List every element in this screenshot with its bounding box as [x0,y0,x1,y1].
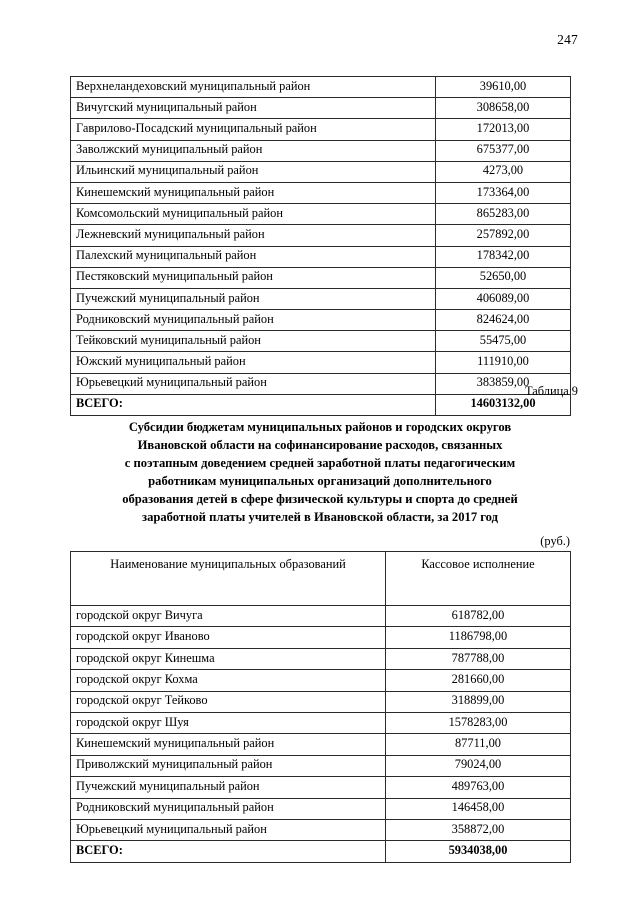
table-row [71,288,571,309]
table-row [71,373,571,394]
cell-municipality-name: городской округ Кинешма [71,648,386,669]
cell-municipality-name: городской округ Вичуга [71,606,386,627]
cell-amount: 281660,00 [386,670,571,691]
section-title-line: заработной платы учителей в Ивановской области, за 2017 год [142,510,498,524]
table-row [71,182,571,203]
cell-municipality-name: Кинешемский муниципальный район [71,182,436,203]
table-row [71,267,571,288]
cell-amount: 257892,00 [436,225,571,246]
cell-municipality-name: городской округ Иваново [71,627,386,648]
cell-municipality-name: Южский муниципальный район [71,352,436,373]
table-education-sport-subsidies [70,551,571,863]
table-row [71,161,571,182]
cell-amount: 39610,00 [436,77,571,98]
cell-amount: 4273,00 [436,161,571,182]
table-row [71,310,571,331]
cell-municipality-name: Юрьевецкий муниципальный район [71,373,436,394]
table-row [71,98,571,119]
cell-amount: 79024,00 [386,755,571,776]
cell-municipality-name: Комсомольский муниципальный район [71,204,436,225]
cell-municipality-name: Заволжский муниципальный район [71,140,436,161]
table-municipal-districts-subsidies [70,76,571,416]
table-row [71,734,571,755]
table-row [71,119,571,140]
column-header-value: Кассовое исполнение [386,552,571,606]
units-label: (руб.) [540,534,570,548]
table-row [71,352,571,373]
cell-amount: 173364,00 [436,182,571,203]
table-row [71,798,571,819]
cell-amount: 5934038,00 [386,841,571,862]
table-row [71,225,571,246]
cell-municipality-name: городской округ Кохма [71,670,386,691]
cell-amount: 178342,00 [436,246,571,267]
table-row [71,670,571,691]
cell-amount: 489763,00 [386,777,571,798]
cell-municipality-name: Палехский муниципальный район [71,246,436,267]
section-title-line: образования детей в сфере физической культуры и спорта до средней [122,492,518,506]
section-title-line: работникам муниципальных организаций дополнительного [148,474,492,488]
cell-municipality-name: Юрьевецкий муниципальный район [71,819,386,840]
cell-municipality-name: Вичугский муниципальный район [71,98,436,119]
cell-municipality-name: Ильинский муниципальный район [71,161,436,182]
table-row [71,755,571,776]
table-row [71,777,571,798]
cell-amount: 618782,00 [386,606,571,627]
cell-amount: 308658,00 [436,98,571,119]
table-row [71,712,571,733]
cell-municipality-name: ВСЕГО: [71,394,436,415]
cell-amount: 14603132,00 [436,394,571,415]
table-one-body [71,77,571,416]
cell-municipality-name: Гаврилово-Посадский муниципальный район [71,119,436,140]
cell-municipality-name: Пестяковский муниципальный район [71,267,436,288]
cell-municipality-name: Пучежский муниципальный район [71,288,436,309]
cell-amount: 146458,00 [386,798,571,819]
table-row [71,246,571,267]
cell-municipality-name: Лежневский муниципальный район [71,225,436,246]
cell-municipality-name: Тейковский муниципальный район [71,331,436,352]
cell-municipality-name: городской округ Тейково [71,691,386,712]
cell-municipality-name: Кинешемский муниципальный район [71,734,386,755]
column-header-name: Наименование муниципальных образований [71,552,386,606]
table-header-row [71,552,571,606]
section-title-line: с поэтапным доведением средней заработной платы педагогическим [124,456,516,470]
cell-municipality-name: Родниковский муниципальный район [71,310,436,331]
table-row [71,606,571,627]
cell-municipality-name: Верхнеландеховский муниципальный район [71,77,436,98]
cell-amount: 358872,00 [386,819,571,840]
cell-amount: 52650,00 [436,267,571,288]
cell-amount: 383859,00 [436,373,571,394]
table-row [71,77,571,98]
table-row [71,394,571,415]
cell-amount: 406089,00 [436,288,571,309]
cell-municipality-name: Пучежский муниципальный район [71,777,386,798]
table-row [71,140,571,161]
cell-municipality-name: Родниковский муниципальный район [71,798,386,819]
cell-amount: 55475,00 [436,331,571,352]
cell-amount: 318899,00 [386,691,571,712]
table-row [71,204,571,225]
cell-amount: 824624,00 [436,310,571,331]
table-row [71,648,571,669]
cell-amount: 865283,00 [436,204,571,225]
table-caption: Таблица 9 [525,384,578,398]
cell-amount: 1578283,00 [386,712,571,733]
cell-amount: 787788,00 [386,648,571,669]
cell-municipality-name: городской округ Шуя [71,712,386,733]
table-row [71,819,571,840]
cell-amount: 87711,00 [386,734,571,755]
table-row [71,331,571,352]
cell-amount: 172013,00 [436,119,571,140]
table-row [71,841,571,862]
section-title [78,418,562,526]
cell-amount: 111910,00 [436,352,571,373]
table-two-body [71,552,571,863]
table-row [71,627,571,648]
cell-amount: 1186798,00 [386,627,571,648]
table-row [71,691,571,712]
section-title-line: Ивановской области на софинансирование расходов, связанных [137,438,503,452]
cell-amount: 675377,00 [436,140,571,161]
cell-municipality-name: ВСЕГО: [71,841,386,862]
cell-municipality-name: Приволжский муниципальный район [71,755,386,776]
section-title-line: Субсидии бюджетам муниципальных районов и городских округов [128,420,512,434]
page-number: 247 [557,32,578,47]
